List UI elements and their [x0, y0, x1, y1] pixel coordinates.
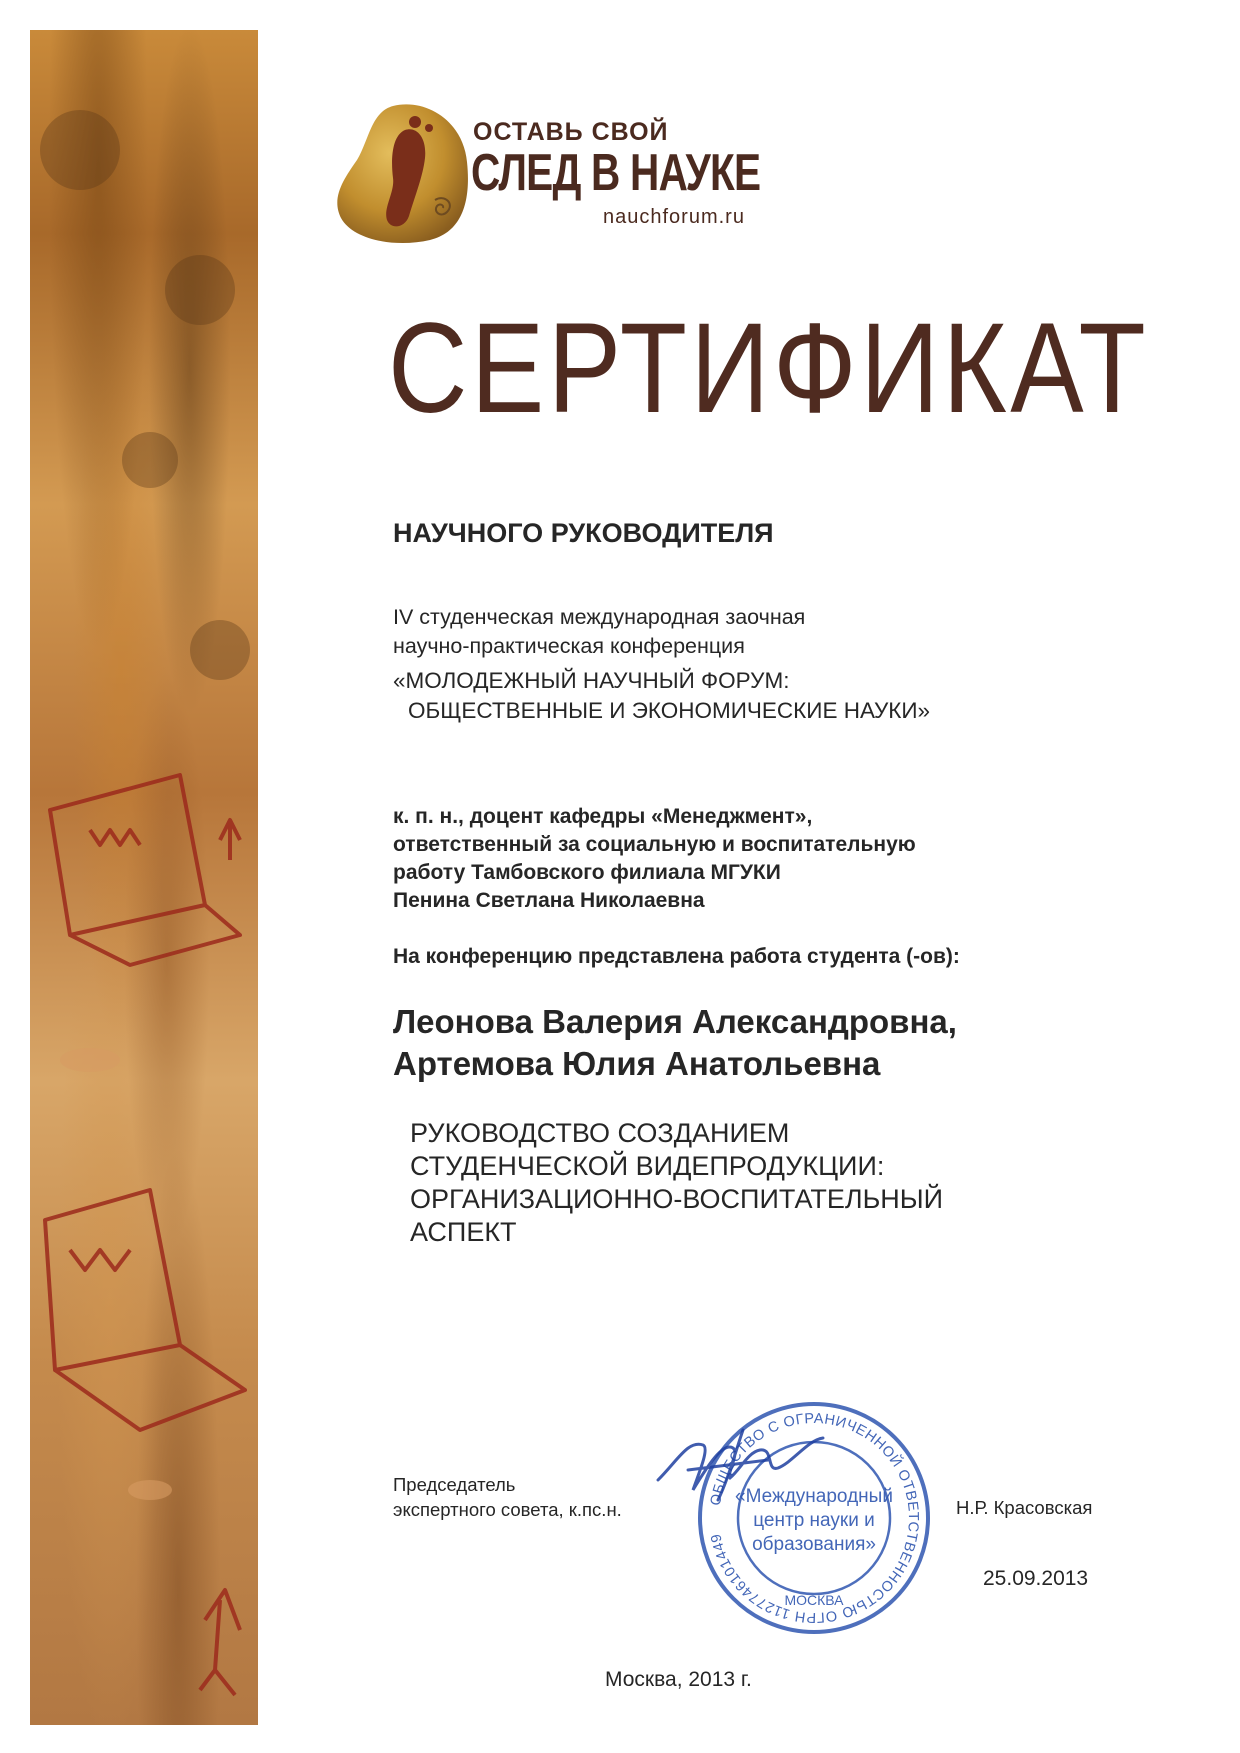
stamp-center-line: «Международный [735, 1486, 893, 1507]
chair-title-line: Председатель [393, 1474, 516, 1495]
conference-description [393, 603, 805, 661]
supervisor-title-line: работу Тамбовского филиала МГУКИ [393, 861, 781, 884]
chair-name: Н.Р. Красовская [956, 1497, 1093, 1518]
stamp-center-line: образования» [752, 1534, 876, 1555]
nauchforum-logo [335, 100, 805, 250]
rock-art-drawings [30, 30, 258, 1725]
issue-date: 25.09.2013 [983, 1567, 1089, 1590]
presented-label: На конференцию представлена работа студента (-ов): [393, 945, 960, 968]
student-name: Леонова Валерия Александровна, [393, 1003, 957, 1040]
work-title-line: АСПЕКТ [410, 1217, 517, 1247]
conference-line: IV студенческая международная заочная [393, 605, 806, 629]
work-title-line: СТУДЕНЧЕСКОЙ ВИДЕПРОДУКЦИИ: [410, 1151, 885, 1181]
supervisor-title-line: ответственный за социальную и воспитательную [393, 833, 916, 856]
work-title-line: РУКОВОДСТВО СОЗДАНИЕМ [410, 1118, 790, 1148]
work-title-line: ОРГАНИЗАЦИОННО-ВОСПИТАТЕЛЬНЫЙ [410, 1184, 944, 1214]
conference-name-line: «МОЛОДЕЖНЫЙ НАУЧНЫЙ ФОРУМ: [393, 668, 790, 693]
supervisor-title-line: к. п. н., доцент кафедры «Менеджмент», [393, 805, 813, 828]
stamp-bottom-text: МОСКВА [784, 1592, 844, 1608]
handwritten-signature [648, 1420, 848, 1510]
student-name: Артемова Юлия Анатольевна [393, 1045, 881, 1082]
chair-title [393, 1472, 622, 1522]
conference-name-line: ОБЩЕСТВЕННЫЕ И ЭКОНОМИЧЕСКИЕ НАУКИ» [408, 698, 931, 723]
student-names [393, 1001, 957, 1085]
work-title [410, 1117, 943, 1249]
chair-title-line: экспертного совета, к.пс.н. [393, 1499, 622, 1520]
decorative-rock-art-strip [30, 30, 258, 1725]
conference-line: научно-практическая конференция [393, 634, 745, 658]
recipient-type: НАУЧНОГО РУКОВОДИТЕЛЯ [393, 518, 774, 548]
logo-website: nauchforum.ru [603, 206, 745, 228]
supervisor-name: Пенина Светлана Николаевна [393, 889, 705, 912]
stamp-center-line: центр науки и [753, 1510, 875, 1531]
logo-slogan-top: ОСТАВЬ СВОЙ [473, 118, 669, 146]
footprint-stone-icon [335, 100, 475, 250]
certificate-title: СЕРТИФИКАТ [388, 297, 1150, 440]
conference-name [393, 666, 930, 726]
supervisor-info [393, 803, 916, 915]
stamp-ring-text: ОБЩЕСТВО С ОГРАНИЧЕННОЙ ОТВЕТСТВЕННОСТЬЮ ОГРН 1127746101449 [707, 1410, 922, 1626]
logo-slogan-main: СЛЕД В НАУКЕ [471, 144, 761, 202]
city-year: Москва, 2013 г. [605, 1668, 752, 1691]
